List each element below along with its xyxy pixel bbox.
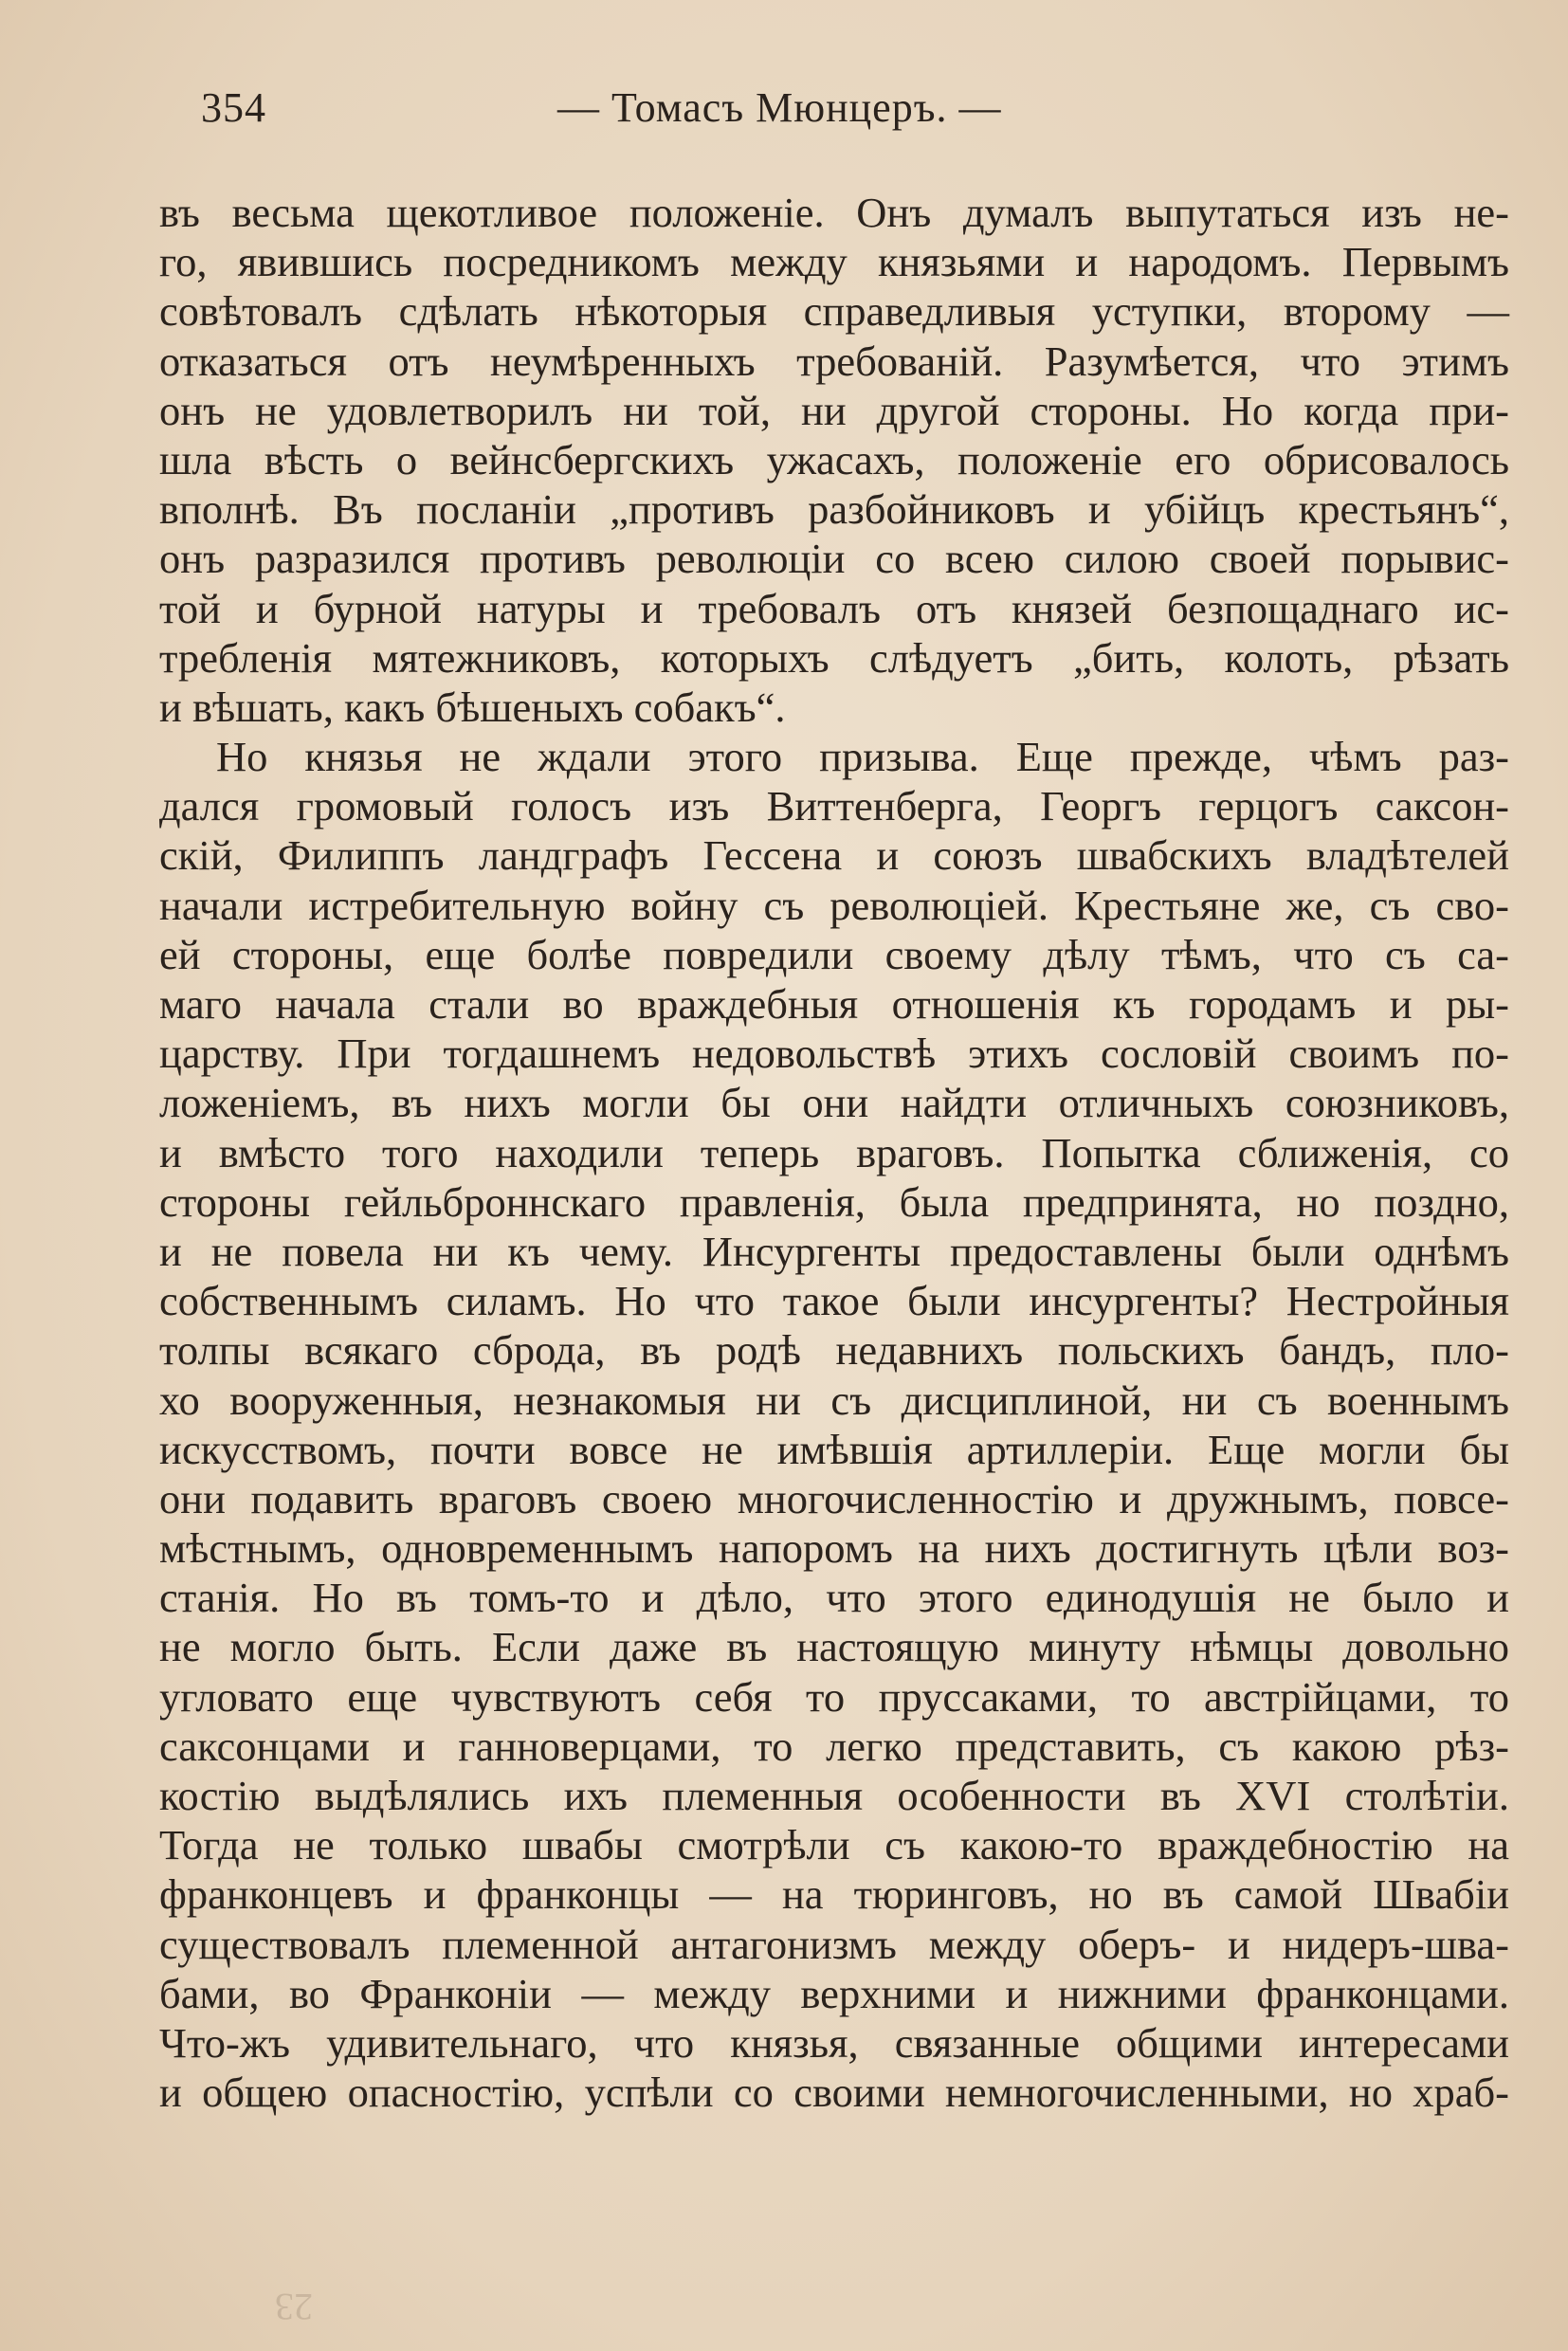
text-line: костію выдѣлялись ихъ племенныя особенности въ XVI столѣтіи. <box>159 1772 1509 1819</box>
text-line: дался громовый голосъ изъ Виттенберга, Георгъ герцогъ саксон- <box>159 782 1509 830</box>
text-line: бами, во Франконіи — между верхними и нижними франконцами. <box>159 1969 1509 2017</box>
text-line: искусствомъ, почти вовсе не имѣвшія артиллеріи. Еще могли бы <box>159 1425 1509 1473</box>
text-line: хо вооруженныя, незнакомыя ни съ дисциплиной, ни съ военнымъ <box>159 1376 1509 1424</box>
text-line: требленія мятежниковъ, которыхъ слѣдуетъ „бить, колоть, рѣзать <box>159 633 1509 682</box>
text-line: шла вѣсть о вейнсбергскихъ ужасахъ, положеніе его обрисовалось <box>159 435 1509 483</box>
running-title: — Томасъ Мюнцеръ. — <box>557 84 1002 131</box>
text-line: отказаться отъ неумѣренныхъ требованій. Разумѣется, что этимъ <box>159 337 1509 385</box>
page-number: 354 <box>201 84 266 131</box>
text-line: ей стороны, еще болѣе повредили своему дѣлу тѣмъ, что съ са- <box>159 930 1509 978</box>
text-line: не могло быть. Если даже въ настоящую минуту нѣмцы довольно <box>159 1623 1509 1671</box>
text-line: стороны гейльброннскаго правленія, была предпринята, но поздно, <box>159 1177 1509 1226</box>
text-line: ложеніемъ, въ нихъ могли бы они найдти отличныхъ союзниковъ, <box>159 1079 1509 1127</box>
text-line: станія. Но въ томъ-то и дѣло, что этого единодушія не было и <box>159 1574 1509 1622</box>
text-line: онъ разразился противъ революціи со всею силою своей порывис- <box>159 535 1509 583</box>
text-line: толпы всякаго сброда, въ родѣ недавнихъ польскихъ бандъ, пло- <box>159 1326 1509 1375</box>
text-line: маго начала стали во враждебныя отношенія къ городамъ и ры- <box>159 980 1509 1028</box>
text-line: и общею опасностію, успѣли со своими немногочисленными, но храб- <box>159 2069 1509 2117</box>
text-line: и вмѣсто того находили теперь враговъ. Попытка сближенія, со <box>159 1128 1509 1176</box>
text-line: начали истребительную войну съ революціей. Крестьяне же, съ сво- <box>159 881 1509 929</box>
text-line: го, явившись посредникомъ между князьями и народомъ. Первымъ <box>159 238 1509 286</box>
text-line: совѣтовалъ сдѣлать нѣкоторыя справедливыя уступки, второму — <box>159 287 1509 336</box>
paragraph-first-line: Но князья не ждали этого призыва. Еще прежде, чѣмъ раз- <box>216 733 1509 781</box>
text-line: скій, Филиппъ ландграфъ Гессена и союзъ швабскихъ владѣтелей <box>159 831 1509 880</box>
bleed-through-mark: 23 <box>275 2286 313 2328</box>
text-line: онъ не удовлетворилъ ни той, ни другой стороны. Но когда при- <box>159 386 1509 434</box>
text-line: Тогда не только швабы смотрѣли съ какою-то враждебностію на <box>159 1821 1509 1869</box>
text-line: собственнымъ силамъ. Но что такое были инсургенты? Нестройныя <box>159 1277 1509 1325</box>
text-line: вполнѣ. Въ посланіи „противъ разбойниковъ и убійцъ крестьянъ“, <box>159 485 1509 534</box>
text-line: мѣстнымъ, одновременнымъ напоромъ на нихъ достигнуть цѣли воз- <box>159 1524 1509 1573</box>
text-line: царству. При тогдашнемъ недовольствѣ этихъ сословій своимъ по- <box>159 1030 1509 1078</box>
text-line: той и бурной натуры и требовалъ отъ князей безпощаднаго ис- <box>159 584 1509 632</box>
text-line: въ весьма щекотливое положеніе. Онъ думалъ выпутаться изъ не- <box>159 189 1509 236</box>
text-line: существовалъ племенной антагонизмъ между оберъ- и нидеръ-шва- <box>159 1920 1509 1968</box>
text-line: они подавить враговъ своею многочисленностію и дружнымъ, повсе- <box>159 1474 1509 1522</box>
text-line: и вѣшать, какъ бѣшеныхъ собакъ“. <box>159 683 786 731</box>
text-line: угловато еще чувствуютъ себя то пруссаками, то австрійцами, то <box>159 1672 1509 1721</box>
text-line: и не повела ни къ чему. Инсургенты предоставлены были однѣмъ <box>159 1227 1509 1275</box>
page-header <box>0 83 1568 140</box>
text-line: франконцевъ и франконцы — на тюринговъ, но въ самой Швабіи <box>159 1870 1509 1919</box>
body-text <box>159 188 1509 2117</box>
text-line: саксонцами и ганноверцами, то легко представить, съ какою рѣз- <box>159 1722 1509 1770</box>
text-line: Что-жъ удивительнаго, что князья, связанные общими интересами <box>159 2018 1509 2067</box>
